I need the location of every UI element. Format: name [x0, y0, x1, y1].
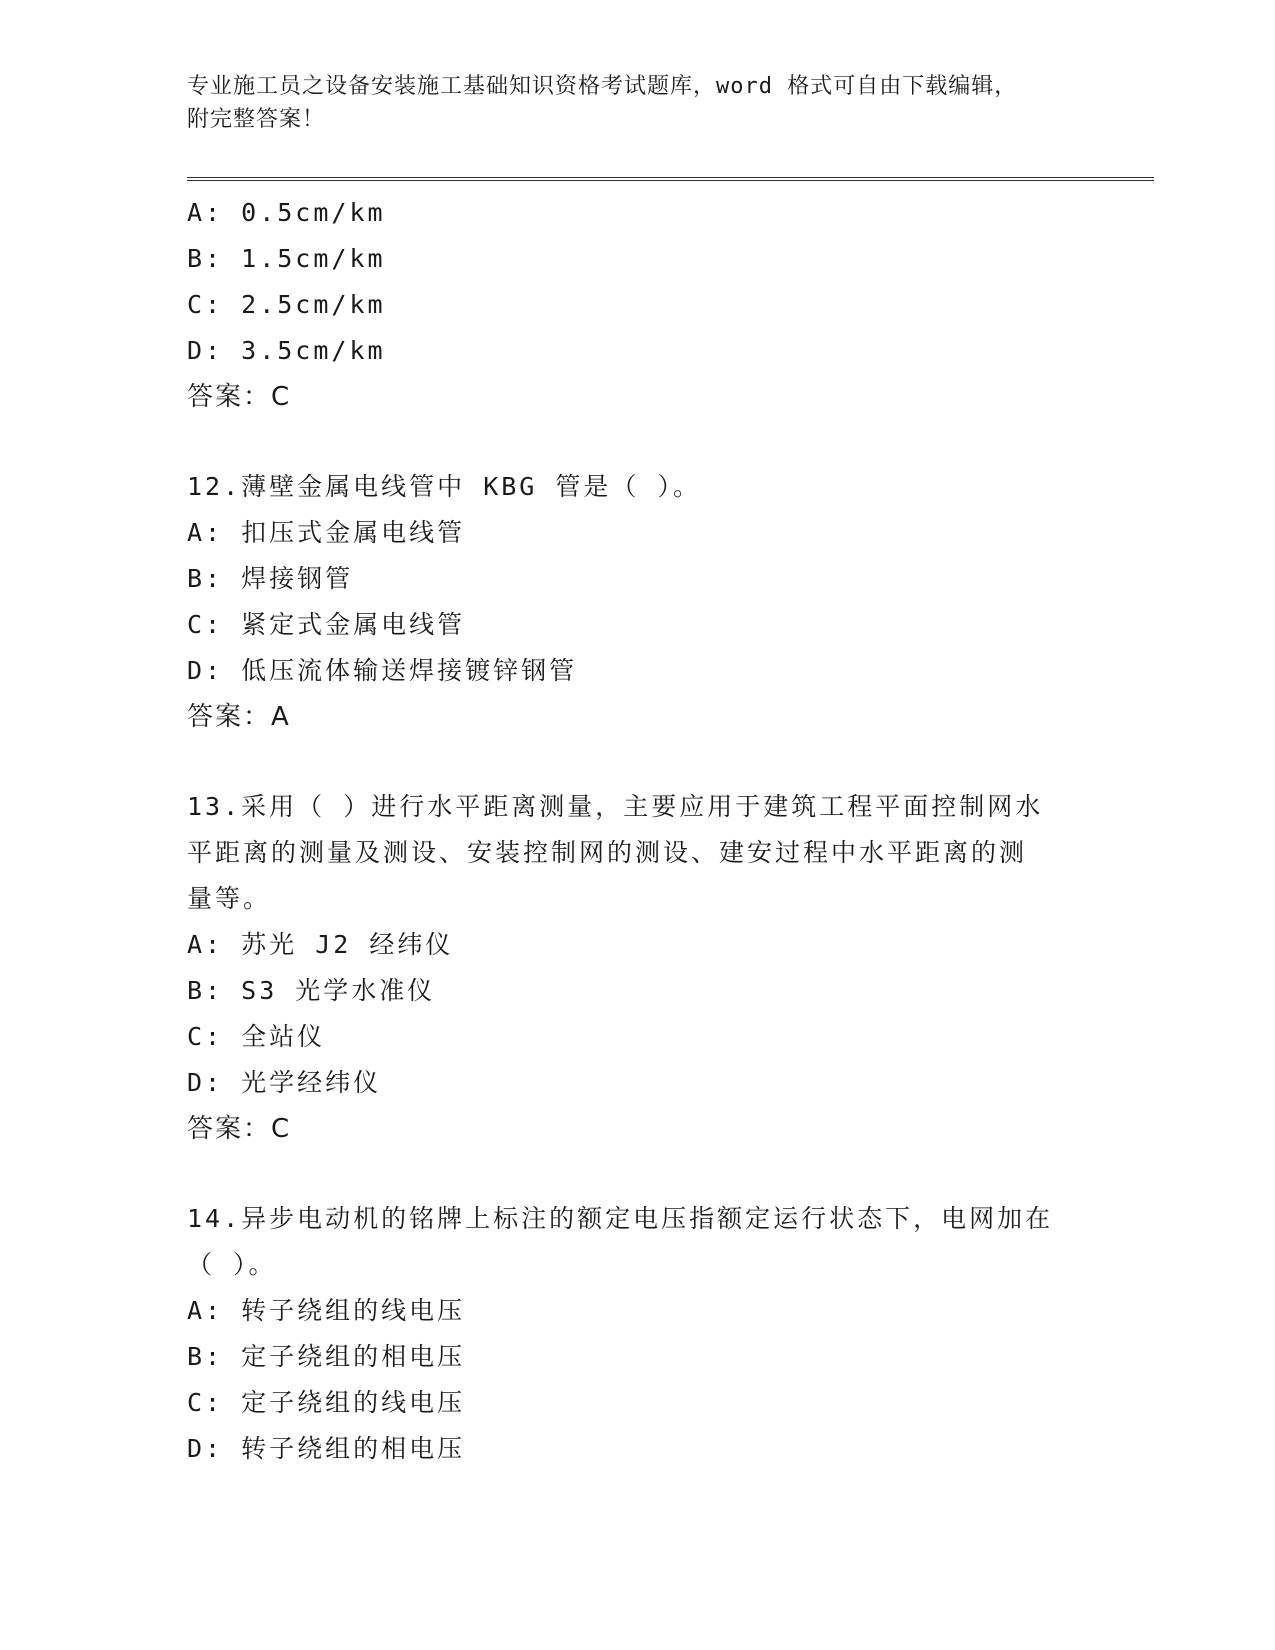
- question-12: [187, 464, 1087, 740]
- spacer: [187, 1152, 1087, 1196]
- option-b: B: 1.5cm/km: [187, 244, 386, 273]
- question-11: [187, 190, 1087, 420]
- question-13: [187, 784, 1087, 1152]
- page-header: [187, 70, 1087, 136]
- option-d: D: 光学经纬仪: [187, 1068, 382, 1097]
- question-text-line-1: 14.异步电动机的铭牌上标注的额定电压指额定运行状态下，电网加在: [187, 1204, 1054, 1233]
- question-text-line-2: 平距离的测量及测设、安装控制网的测设、建安过程中水平距离的测: [187, 838, 1028, 867]
- option-a: A: 0.5cm/km: [187, 198, 386, 227]
- option-c: C: 定子绕组的线电压: [187, 1388, 466, 1417]
- option-d: D: 低压流体输送焊接镀锌钢管: [187, 656, 578, 685]
- option-a: A: 转子绕组的线电压: [187, 1296, 466, 1325]
- option-b: B: 定子绕组的相电压: [187, 1342, 466, 1371]
- document-body: [187, 190, 1087, 1472]
- option-b: B: 焊接钢管: [187, 564, 354, 593]
- header-line-2: 附完整答案！: [187, 107, 326, 132]
- question-text-line-1: 13.采用（ ）进行水平距离测量，主要应用于建筑工程平面控制网水: [187, 792, 1044, 821]
- answer: 答案：C: [187, 1114, 292, 1144]
- option-c: C: 紧定式金属电线管: [187, 610, 466, 639]
- question-text: 12.薄壁金属电线管中 KBG 管是（ ）。: [187, 472, 701, 501]
- option-d: D: 转子绕组的相电压: [187, 1434, 466, 1463]
- option-c: C: 2.5cm/km: [187, 290, 386, 319]
- answer: 答案：A: [187, 702, 291, 732]
- option-a: A: 扣压式金属电线管: [187, 518, 466, 547]
- option-b: B: S3 光学水准仪: [187, 976, 436, 1005]
- question-text-line-2: （ ）。: [187, 1250, 277, 1279]
- question-14: [187, 1196, 1087, 1472]
- spacer: [187, 740, 1087, 784]
- answer: 答案：C: [187, 382, 292, 412]
- option-c: C: 全站仪: [187, 1022, 326, 1051]
- spacer: [187, 420, 1087, 464]
- header-divider: [187, 177, 1154, 181]
- header-line-1: 专业施工员之设备安装施工基础知识资格考试题库，word 格式可自由下载编辑，: [187, 74, 1018, 99]
- option-a: A: 苏光 J2 经纬仪: [187, 930, 454, 959]
- option-d: D: 3.5cm/km: [187, 336, 386, 365]
- question-text-line-3: 量等。: [187, 884, 272, 913]
